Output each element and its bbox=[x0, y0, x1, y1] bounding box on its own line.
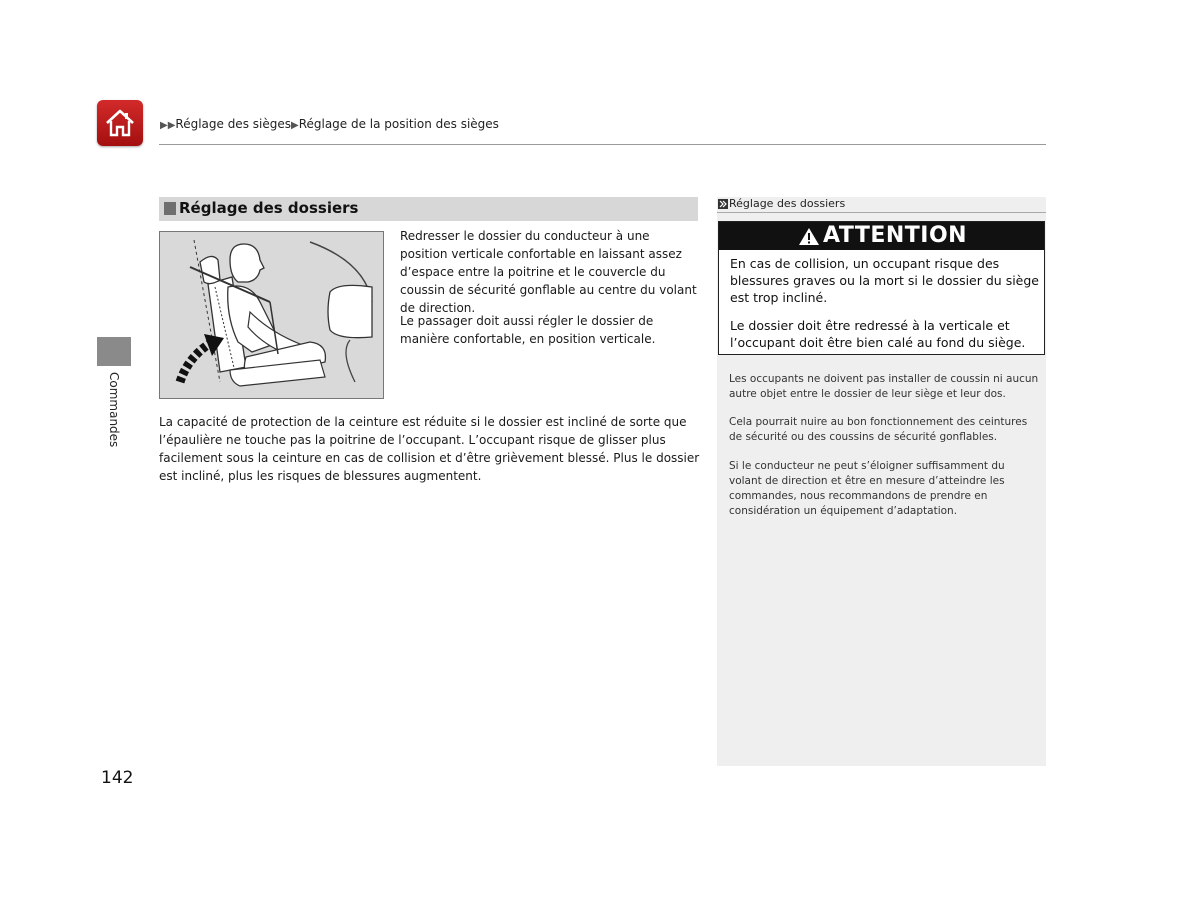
paragraph-belt-protection: La capacité de protection de la ceinture est réduite si le dossier est incliné de sorte que l’épaulière ne touche pas la poitrine de l’occupant. L’occupant risque de glisser plus facilement sous la ceinture en cas de collision et d’être grièvement blessé. Plus le dossier est incliné, plus les risques de blessures augmentent. bbox=[159, 415, 700, 483]
home-button[interactable] bbox=[97, 100, 143, 146]
chapter-tab[interactable] bbox=[97, 337, 131, 366]
attention-text-risk: En cas de collision, un occupant risque des blessures graves ou la mort si le dossier du siège est trop incliné. bbox=[730, 256, 1039, 305]
reference-arrow-icon bbox=[718, 199, 728, 209]
section-title: Réglage des dossiers bbox=[179, 199, 359, 217]
attention-header bbox=[719, 222, 1044, 250]
warning-triangle-icon bbox=[798, 227, 820, 246]
breadcrumb-arrow-icon: ▶ bbox=[290, 120, 299, 131]
chapter-label: Commandes bbox=[107, 372, 121, 448]
note-airbag-function: Cela pourrait nuire au bon fonctionnement des ceintures de sécurité ou des coussins de sécurité gonflables. bbox=[729, 416, 1028, 443]
attention-text-instruction: Le dossier doit être redressé à la verticale et l’occupant doit être bien calé au fond du siège. bbox=[730, 318, 1026, 350]
seatback-illustration bbox=[159, 231, 384, 399]
header-divider bbox=[159, 144, 1046, 145]
sidebar-panel bbox=[717, 197, 1046, 766]
note-no-cushion: Les occupants ne doivent pas installer de coussin ni aucun autre objet entre le dossier de leur siège et leur dos. bbox=[729, 373, 1039, 400]
home-icon bbox=[104, 107, 136, 139]
paragraph-passenger-seatback: Le passager doit aussi régler le dossier de manière confortable, en position verticale. bbox=[400, 314, 656, 346]
breadcrumb-item-seat-adjust[interactable]: Réglage des sièges bbox=[175, 117, 291, 131]
attention-title: ATTENTION bbox=[823, 223, 968, 248]
attention-box bbox=[718, 221, 1045, 355]
section-header bbox=[159, 197, 698, 221]
breadcrumb-item-seat-position[interactable]: Réglage de la position des sièges bbox=[298, 117, 499, 131]
note-adaptive-equipment: Si le conducteur ne peut s’éloigner suffisamment du volant de direction et être en mesure d’atteindre les commandes, nous recommandons de prendre en considération un équipement d’adaptation. bbox=[729, 460, 1005, 517]
section-marker-icon bbox=[164, 202, 176, 215]
page-number: 142 bbox=[101, 768, 134, 788]
breadcrumb bbox=[160, 117, 499, 131]
sidebar-title: Réglage des dossiers bbox=[729, 197, 846, 210]
sidebar-header bbox=[717, 197, 1046, 213]
paragraph-driver-seatback: Redresser le dossier du conducteur à une position verticale confortable en laissant assez d’espace entre la poitrine et le couvercle du coussin de sécurité gonflable au centre du volant de direction. bbox=[400, 229, 697, 315]
breadcrumb-arrow-icon: ▶▶ bbox=[160, 120, 176, 131]
